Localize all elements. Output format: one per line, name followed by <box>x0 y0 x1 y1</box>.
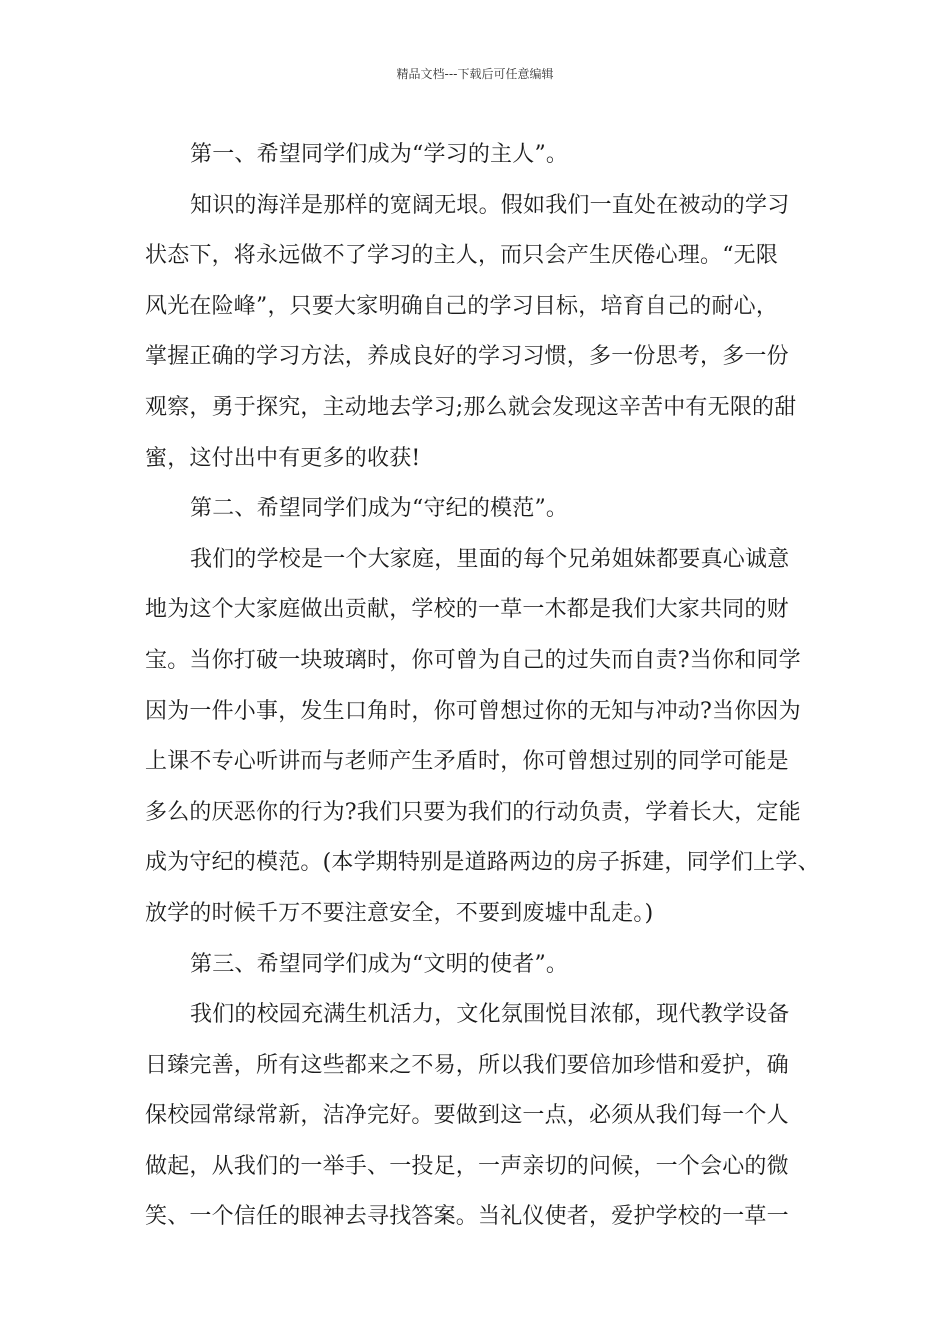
text-line: 第三、希望同学们成为“文明的使者”。 <box>190 951 569 977</box>
text-line: 做起，从我们的一举手、一投足，一声亲切的问候，一个会心的微 <box>145 1153 789 1179</box>
text-line: 第二、希望同学们成为“守纪的模范”。 <box>190 496 569 522</box>
text-line: 多么的厌恶你的行为?我们只要为我们的行动负责，学着长大，定能 <box>145 799 801 825</box>
text-line: 我们的学校是一个大家庭，里面的每个兄弟姐妹都要真心诚意 <box>190 546 790 572</box>
text-line: 知识的海洋是那样的宽阔无垠。假如我们一直处在被动的学习 <box>190 192 790 218</box>
text-line: 日臻完善，所有这些都来之不易，所以我们要倍加珍惜和爱护，确 <box>145 1052 789 1078</box>
text-line: 风光在险峰”，只要大家明确自己的学习目标，培育自己的耐心， <box>145 293 779 319</box>
text-line: 第一、希望同学们成为“学习的主人”。 <box>190 142 569 167</box>
text-line: 放学的时候千万不要注意安全，不要到废墟中乱走。) <box>145 900 654 926</box>
document-body <box>145 130 820 1243</box>
text-line: 我们的校园充满生机活力，文化氛围悦目浓郁，现代教学设备 <box>190 1002 790 1028</box>
text-line: 因为一件小事，发生口角时，你可曾想过你的无知与冲动?当你因为 <box>145 698 801 724</box>
text-line: 掌握正确的学习方法，养成良好的学习习惯，多一份思考，多一份 <box>145 344 789 370</box>
text-line: 成为守纪的模范。(本学期特别是道路两边的房子拆建，同学们上学、 <box>145 850 820 876</box>
text-line: 上课不专心听讲而与老师产生矛盾时，你可曾想过别的同学可能是 <box>145 749 789 775</box>
text-line: 笑、一个信任的眼神去寻找答案。当礼仪使者，爱护学校的一草一 <box>145 1204 789 1230</box>
text-line: 观察，勇于探究，主动地去学习;那么就会发现这辛苦中有无限的甜 <box>145 394 797 420</box>
text-line: 状态下，将永远做不了学习的主人，而只会产生厌倦心理。“无限 <box>145 243 779 269</box>
page-header: 精品文档---下载后可任意编辑 <box>396 67 554 81</box>
text-line: 保校园常绿常新，洁净完好。要做到这一点，必须从我们每一个人 <box>145 1103 789 1129</box>
text-line: 蜜，这付出中有更多的收获! <box>145 445 421 471</box>
text-line: 地为这个大家庭做出贡献，学校的一草一木都是我们大家共同的财 <box>145 597 789 623</box>
text-line: 宝。当你打破一块玻璃时，你可曾为自己的过失而自责?当你和同学 <box>145 647 801 673</box>
